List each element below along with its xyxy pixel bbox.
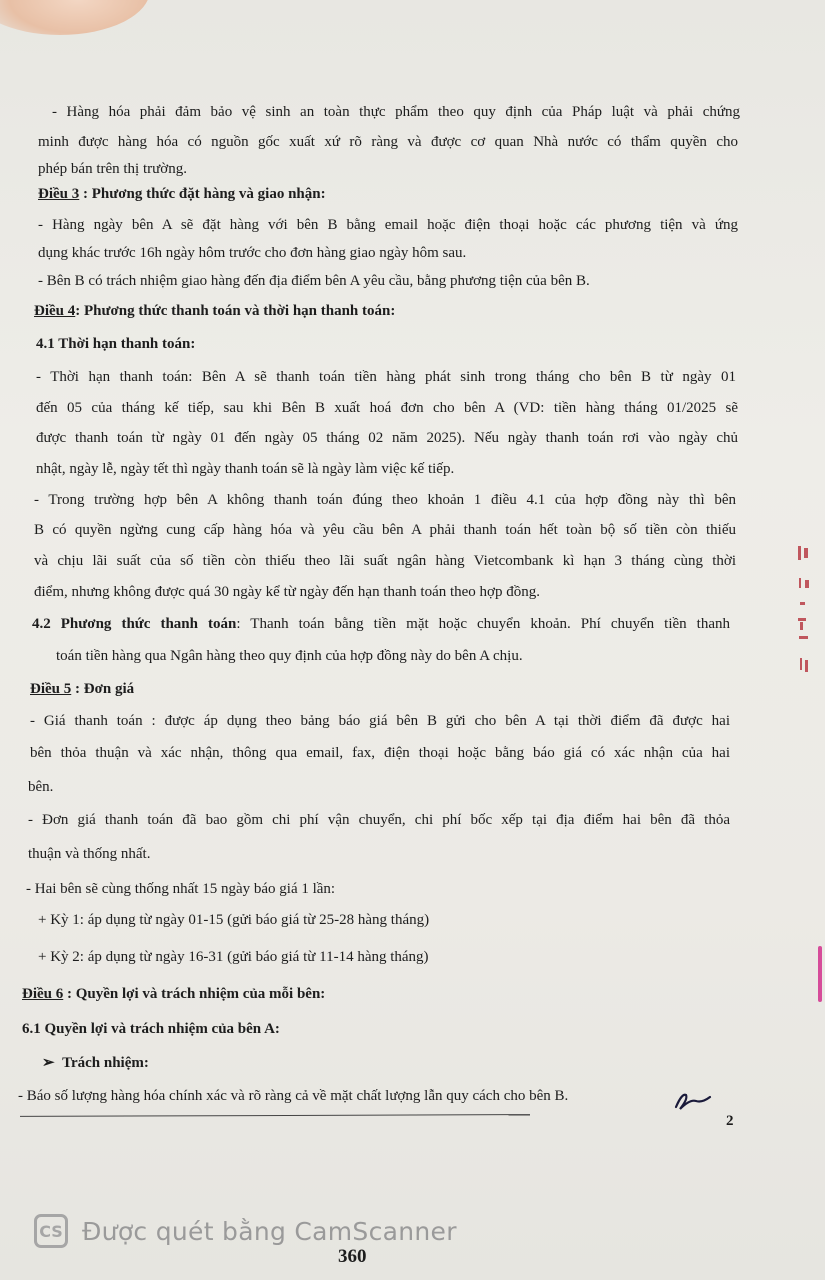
arrow-bullet-icon: ➢ [42, 1055, 55, 1071]
text-line: dụng khác trước 16h ngày hôm trước cho đơn hàng giao ngày hôm sau. [38, 245, 467, 261]
text-line: 4.2 Phương thức thanh toán: Thanh toán bằng tiền mặt hoặc chuyển khoản. Phí chuyển tiền thanh [32, 616, 730, 632]
text-line: nhật, ngày lễ, ngày tết thì ngày thanh toán sẽ là ngày làm việc kế tiếp. [36, 461, 455, 477]
watermark-text: Được quét bằng CamScanner [82, 1216, 457, 1246]
text-line: thuận và thống nhất. [28, 846, 151, 862]
section-heading: Điều 4: Phương thức thanh toán và thời hạn thanh toán: [34, 303, 396, 319]
text-line: - Hàng ngày bên A sẽ đặt hàng với bên B bằng email hoặc điện thoại hoặc các phương tiện và ứng [38, 217, 738, 233]
scan-page-number: 360 [338, 1246, 367, 1267]
text-line: + Kỳ 1: áp dụng từ ngày 01-15 (gửi báo giá từ 25-28 hàng tháng) [38, 912, 430, 928]
camscanner-logo-icon: CS [34, 1214, 68, 1248]
text-line: - Báo số lượng hàng hóa chính xác và rõ ràng cả về mặt chất lượng lẫn quy cách cho bên B. [18, 1088, 569, 1104]
footer-rule [20, 1114, 530, 1117]
camscanner-watermark [34, 1214, 457, 1248]
text-line: - Hai bên sẽ cùng thống nhất 15 ngày báo giá 1 lần: [26, 881, 336, 897]
bullet-heading: ➢ Trách nhiệm: [42, 1055, 149, 1071]
text-line: minh được hàng hóa có nguồn gốc xuất xứ rõ ràng và được cơ quan Nhà nước có thẩm quyền cho [38, 134, 738, 150]
page-number: 2 [726, 1113, 734, 1129]
margin-stamp-marks [790, 540, 820, 700]
text-line: bên. [28, 779, 54, 795]
text-line: điểm, nhưng không được quá 30 ngày kể từ ngày đến hạn thanh toán theo hợp đồng. [34, 584, 540, 600]
section-heading: Điều 5 : Đơn giá [30, 681, 135, 697]
text-line: - Bên B có trách nhiệm giao hàng đến địa điểm bên A yêu cầu, bằng phương tiện của bên B. [38, 273, 590, 289]
subsection-heading: 6.1 Quyền lợi và trách nhiệm của bên A: [22, 1021, 280, 1037]
text-line: đến 05 của tháng kế tiếp, sau khi Bên B xuất hoá đơn cho bên A (VD: tiền hàng tháng 01/2025 sẽ [36, 400, 738, 416]
section-heading: Điều 6 : Quyền lợi và trách nhiệm của mỗi bên: [22, 986, 326, 1002]
text-line: bên thỏa thuận và xác nhận, thông qua email, fax, điện thoại hoặc bằng báo giá có xác nhận của hai [30, 745, 730, 761]
text-line: - Giá thanh toán : được áp dụng theo bảng báo giá bên B gửi cho bên A tại thời điểm đã được hai [30, 713, 730, 729]
text-line: B có quyền ngừng cung cấp hàng hóa và yêu cầu bên A phải thanh toán hết toàn bộ số tiền còn thiếu [34, 522, 736, 538]
text-line: và chịu lãi suất của số tiền còn thiếu theo lãi suất ngân hàng Vietcombank kì hạn 3 tháng cùng thời [34, 553, 736, 569]
text-line: phép bán trên thị trường. [38, 161, 187, 177]
subsection-heading: 4.1 Thời hạn thanh toán: [36, 336, 196, 352]
text-line: được thanh toán từ ngày 01 đến ngày 05 tháng 02 năm 2025). Nếu ngày thanh toán rơi vào ngày chủ [36, 430, 738, 446]
finger-shadow [0, 0, 150, 35]
text-line: - Trong trường hợp bên A không thanh toán đúng theo khoản 1 điều 4.1 của hợp đồng này thì bên [34, 492, 736, 508]
text-line: toán tiền hàng qua Ngân hàng theo quy định của hợp đồng này do bên A chịu. [56, 648, 523, 664]
text-line: - Hàng hóa phải đảm bảo vệ sinh an toàn thực phẩm theo quy định của Pháp luật và phải chứng [52, 104, 740, 120]
initial-signature-icon [672, 1085, 712, 1115]
text-line: + Kỳ 2: áp dụng từ ngày 16-31 (gửi báo giá từ 11-14 hàng tháng) [38, 949, 429, 965]
section-heading: Điều 3 : Phương thức đặt hàng và giao nhận: [38, 186, 326, 202]
text-line: - Đơn giá thanh toán đã bao gồm chi phí vận chuyển, chi phí bốc xếp tại địa điểm hai bên đã thỏa [28, 812, 730, 828]
highlighter-mark [818, 946, 822, 1002]
text-line: - Thời hạn thanh toán: Bên A sẽ thanh toán tiền hàng phát sinh trong tháng cho bên B từ ngày 01 [36, 369, 736, 385]
